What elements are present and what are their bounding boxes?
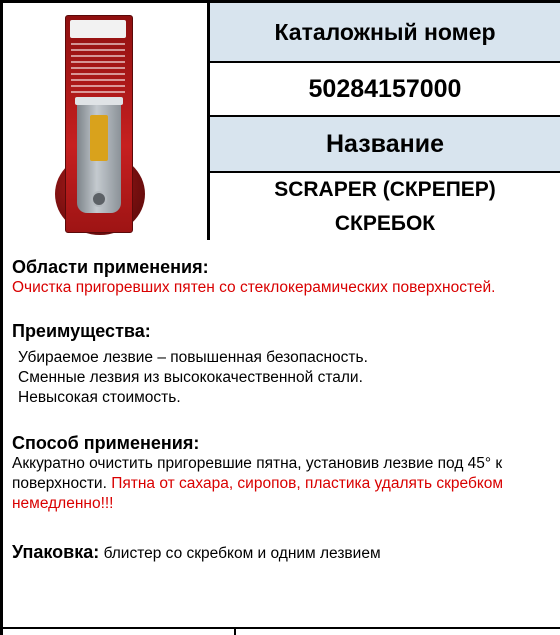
header-block [0,0,560,240]
name-english: SCRAPER (СКРЕПЕР) [210,173,560,207]
usage-heading: Способ применения: [12,433,200,453]
packaging-text: блистер со скребком и одним лезвием [103,545,381,562]
product-photo-cell [3,3,210,240]
applications-heading: Области применения: [12,257,209,277]
bottom-border [3,627,560,629]
packaging-label: Упаковка: [12,542,100,562]
brand-strip [70,20,126,38]
usage-warning: Пятна от сахара, сиропов, пластика удалять скребком немедленно!!! [12,475,504,512]
name-russian: СКРЕБОК [210,207,560,240]
usage-text-main: Аккуратно очистить пригоревшие пятна, установив лезвие под 45° к поверхности. [12,455,503,492]
applications-section [12,256,557,298]
catalog-number-label: Каталожный номер [210,3,560,63]
bottom-cell-divider [234,627,236,635]
product-package-image [65,15,133,233]
scraper-hang-hole [91,191,107,207]
packaging-section [12,542,557,564]
applications-text: Очистка пригоревших пятен со стеклокерамических поверхностей. [12,279,496,296]
name-label: Название [210,117,560,173]
usage-text [12,454,557,514]
advantages-list [12,348,557,408]
advantage-item: Сменные лезвия из высококачественной стали. [18,369,363,386]
advantage-item: Невысокая стоимость. [18,389,181,406]
usage-section [12,432,557,514]
scraper-blade [75,97,123,105]
package-text-lines [71,43,125,95]
description-block [0,240,560,635]
advantage-item: Убираемое лезвие – повышенная безопасность. [18,349,368,366]
info-cell [210,3,560,240]
scraper-label [90,115,108,161]
advantages-section [12,320,557,408]
advantages-heading: Преимущества: [12,321,151,341]
catalog-number-value: 50284157000 [210,63,560,117]
